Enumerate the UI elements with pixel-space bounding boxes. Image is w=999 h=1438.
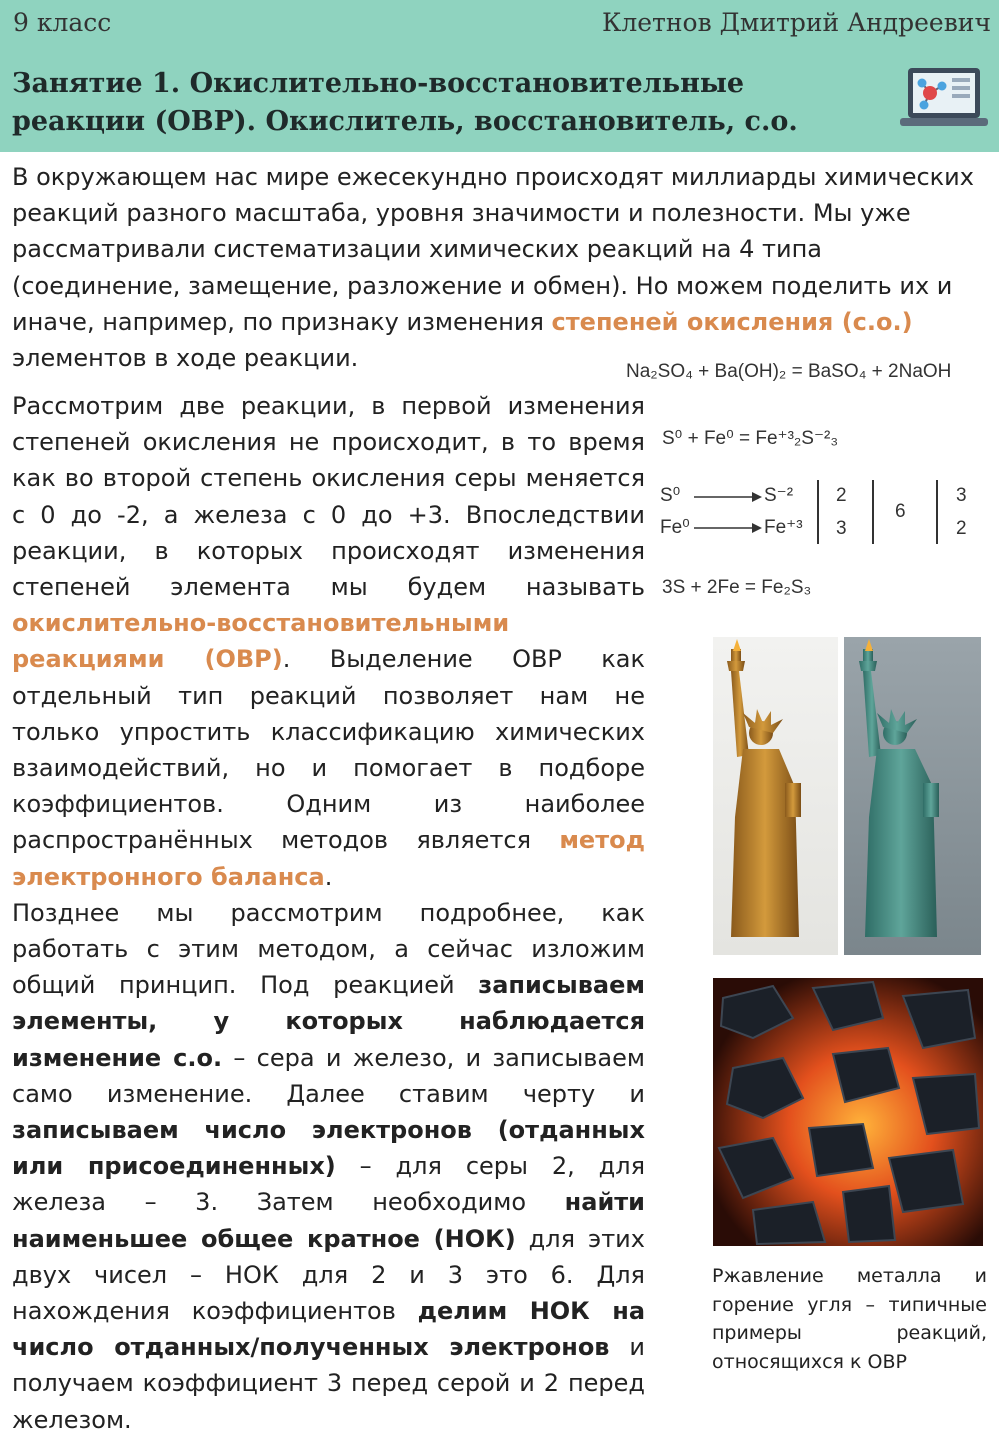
electron-balance-term: метод электронного баланса (12, 826, 645, 891)
main-text (12, 388, 645, 1438)
sulfur-coefficient: 3 (956, 485, 967, 506)
iron-coefficient: 2 (956, 518, 967, 539)
divider-line (936, 480, 938, 544)
sulfur-final-state: S⁻² (764, 485, 794, 506)
redox-term: окислительно-восстановительными реакциями (ОВР) (12, 609, 510, 674)
bold-text-b8: делим НОК на число отданных/полученных электронов (12, 1297, 646, 1362)
intro-paragraph (12, 159, 990, 376)
body-text-b1: Позднее мы рассмотрим подробнее, как работать с этим методом, а сейчас изложим общий принцип. Под реакцией (12, 898, 645, 1000)
burning-coal-image (713, 978, 983, 1246)
arrow-icon (692, 480, 764, 540)
bold-text-b2: записываем элементы, у которых наблюдается изменение с.о. (12, 971, 645, 1072)
body-text-b7: для этих двух чисел – НОК для 2 и 3 это 6. Для нахождения коэффициентов (12, 1224, 645, 1326)
iron-final-state: Fe⁺³ (764, 517, 803, 538)
body-text-b9: и получаем коэффициент 3 перед серой и 2 перед железом. (12, 1333, 645, 1434)
sulfur-initial-state: S⁰ (660, 485, 681, 506)
bold-text-b6: найти наименьшее общее кратное (НОК) (12, 1188, 645, 1253)
grade-label: 9 класс (13, 8, 112, 37)
body-text-a1: Рассмотрим две реакции, в первой изменения степеней окисления не происходит, в то время как во второй степень окисления серы меняется с 0 до -2, а железа с 0 до +3. Впоследствии реакции, в которых происходят изменения степеней элемента мы будем называть (12, 392, 645, 602)
body-text-b5: – для серы 2, для железа – 3. Затем необходимо (12, 1152, 645, 1217)
divider-line (872, 480, 874, 544)
page-header (0, 0, 999, 152)
balanced-equation: 3S + 2Fe = Fe₂S₃ (662, 577, 812, 598)
author-name: Клетнов Дмитрий Андреевич (602, 8, 991, 37)
exchange-reaction-equation: Na₂SO₄ + Ba(OH)₂ = BaSO₄ + 2NaOH (626, 361, 952, 382)
divider-line (817, 480, 819, 544)
iron-electrons: 3 (836, 518, 847, 539)
electron-balance-scheme (660, 480, 990, 550)
statue-of-liberty-image (713, 637, 981, 955)
body-text-a5: . (324, 862, 333, 891)
iron-initial-state: Fe⁰ (660, 517, 690, 538)
intro-text-2: элементов в ходе реакции. (12, 344, 359, 373)
intro-text-1: В окружающем нас мире ежесекундно происходят миллиарды химических реакций разного масштаба, уровня значимости и полезности. Мы уже рассматривали систематизации химических реакций на 4 типа (соединение, замещение, разложение и обмен). Но можем поделить их и иначе, например, по признаку изменения (12, 163, 974, 336)
image-caption: Ржавление металла и горение угля – типичные примеры реакций, относящихся к ОВР (712, 1265, 987, 1373)
sulfur-electrons: 2 (836, 485, 847, 506)
redox-reaction-equation: S⁰ + Fe⁰ = Fe⁺³₂S⁻²₃ (662, 428, 839, 449)
body-text-b3: – сера и железо, и записываем само изменение. Далее ставим черту и (12, 1043, 646, 1108)
laptop-molecule-icon (896, 66, 992, 138)
body-text-a3: . Выделение ОВР как отдельный тип реакций позволяет нам не только упростить классификацию химических взаимодействий, но и помогает в подборе коэффициентов. Одним из наиболее распространённых методов является (12, 645, 645, 855)
bold-text-b4: записываем число электронов (отданных или присоединенных) (12, 1116, 645, 1181)
oxidation-state-term: степеней окисления (с.о.) (551, 307, 913, 336)
lesson-title: Занятие 1. Окислительно-восстановительные реакции (ОВР). Окислитель, восстановитель, с.о. (12, 68, 798, 137)
lcm-value: 6 (895, 501, 906, 522)
